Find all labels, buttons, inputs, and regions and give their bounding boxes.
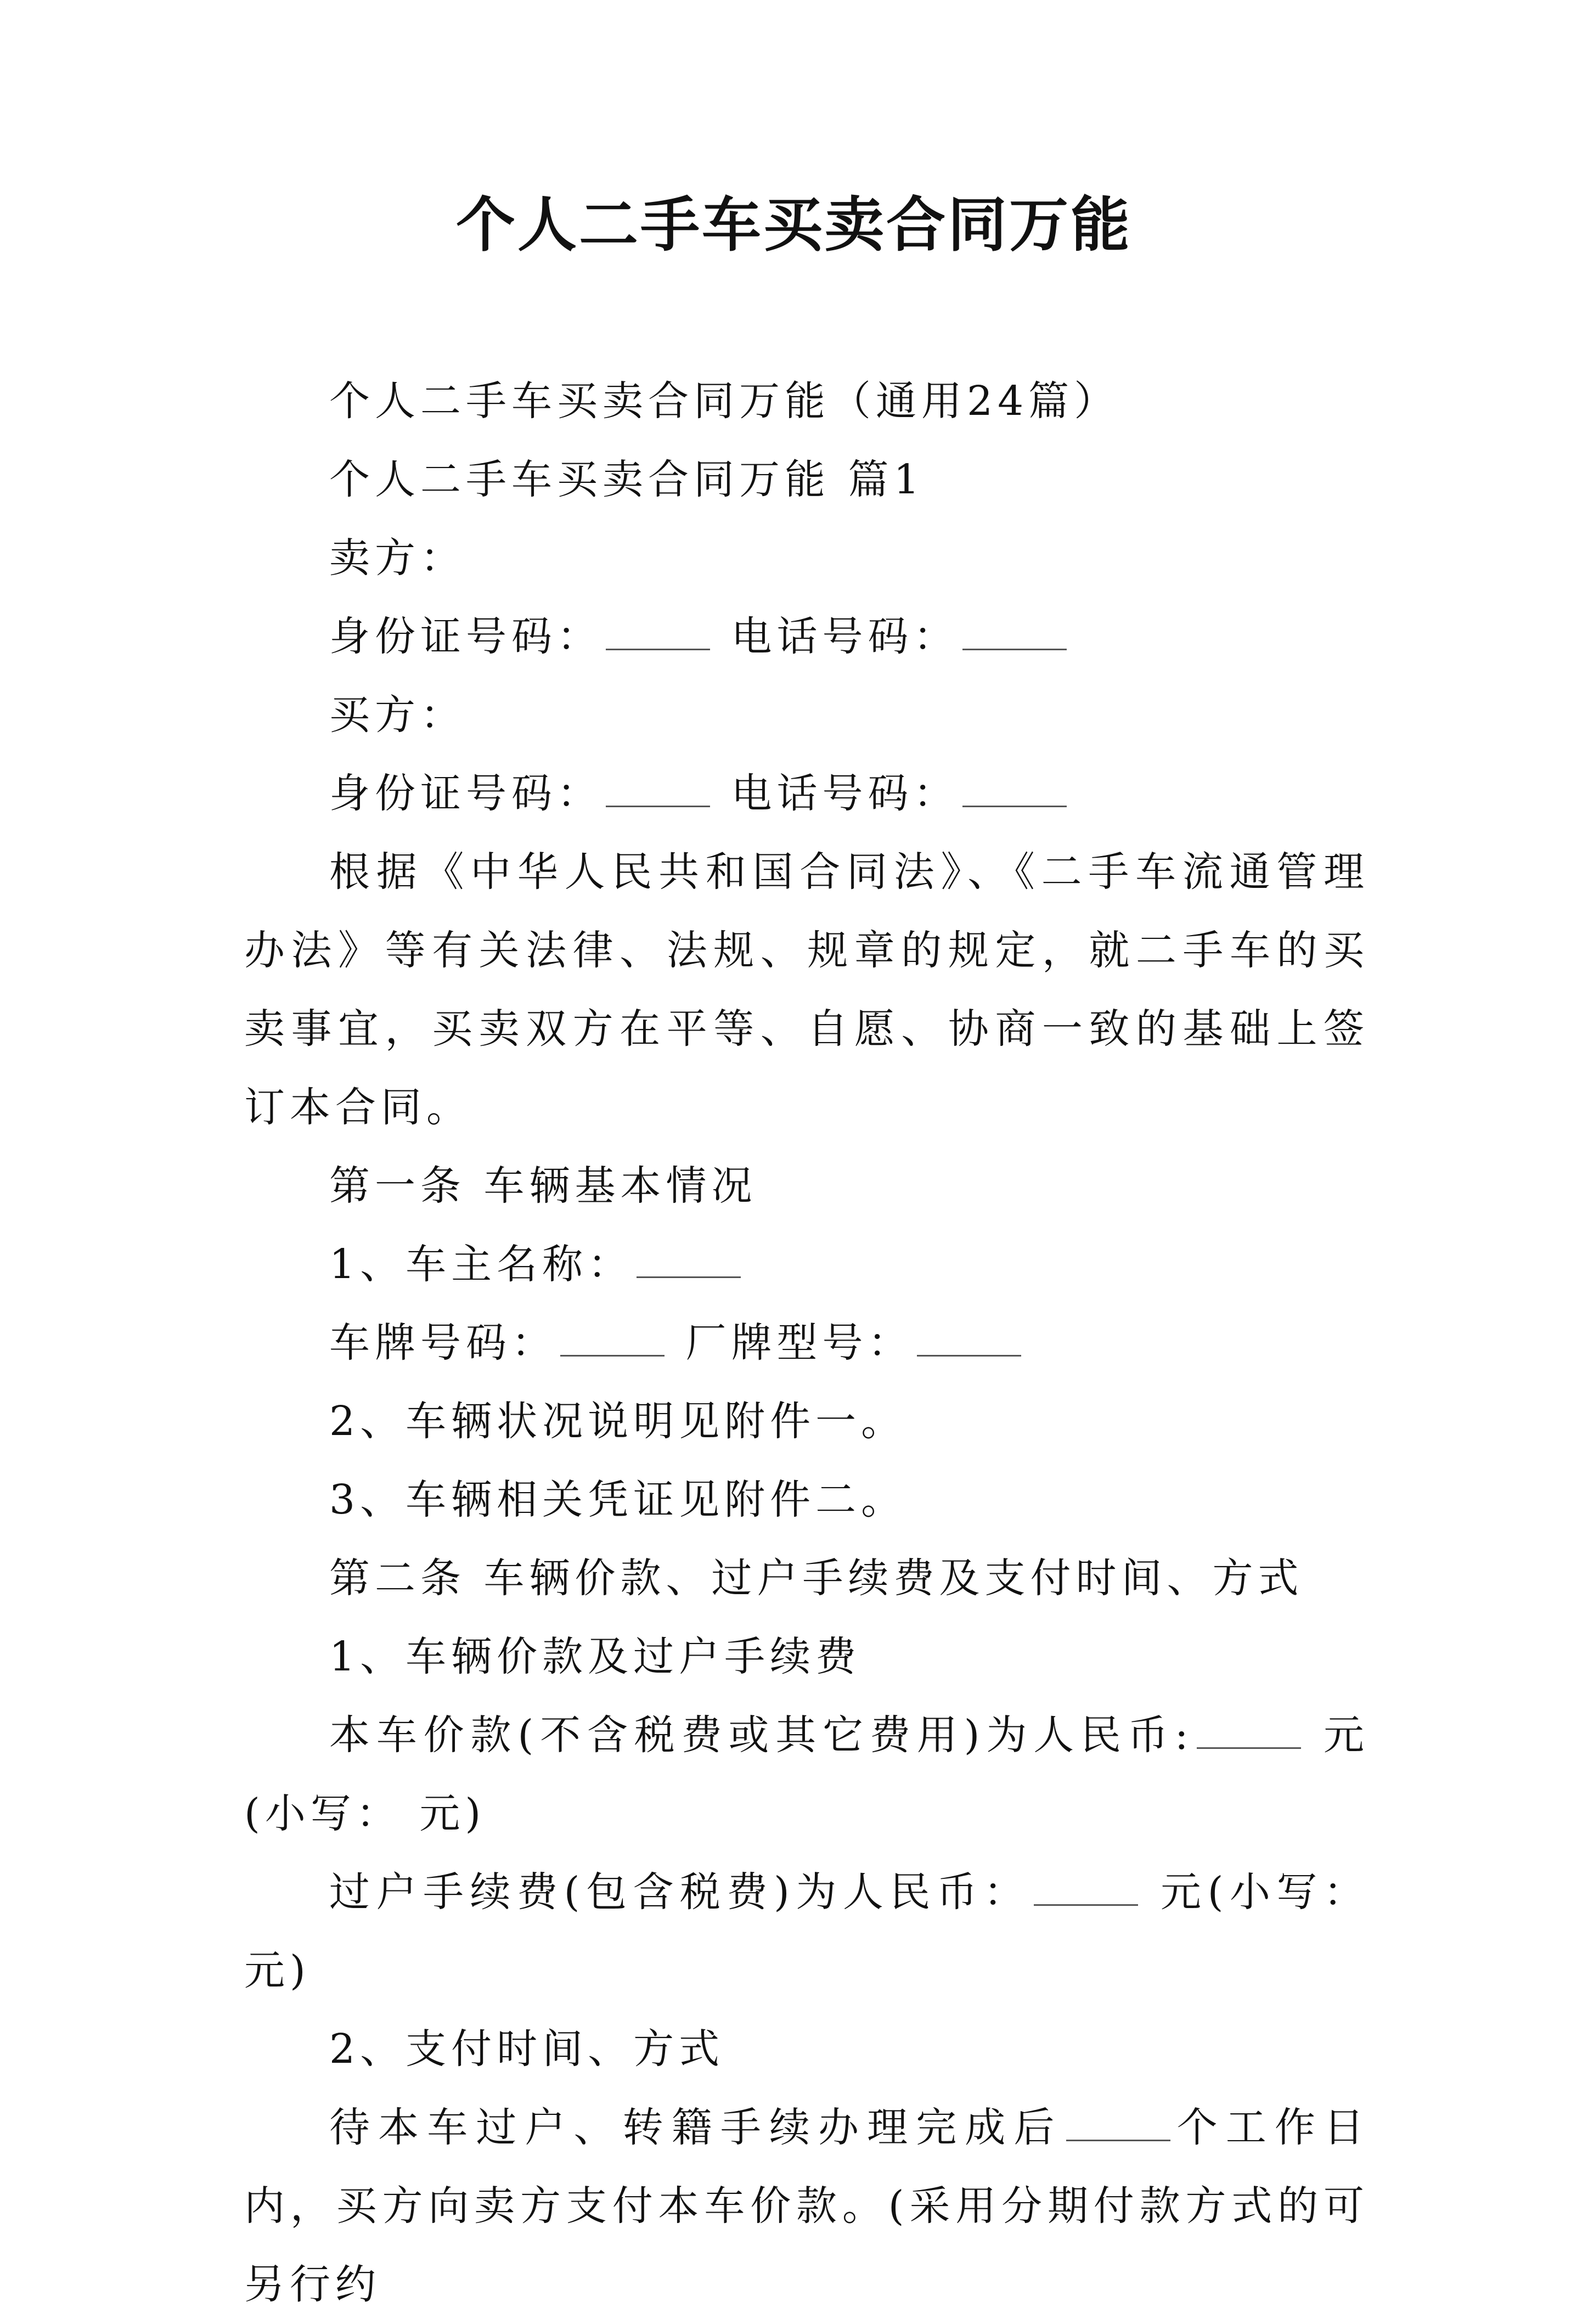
- seller-label-text: 卖方：: [329, 534, 466, 582]
- subtitle-text: 个人二手车买卖合同万能（通用24篇）: [329, 378, 1120, 425]
- seller-id-label: 身份证号码：: [329, 613, 602, 660]
- transfer-fee-label: 过户手续费(包含税费)为人民币：: [329, 1869, 1031, 1916]
- vehicle-documents-line: [244, 1461, 1369, 1539]
- article-two-text: 第二条 车辆价款、过户手续费及支付时间、方式: [329, 1555, 1304, 1602]
- transfer-fee-line: [244, 1853, 1369, 2010]
- workdays-blank: [1066, 2107, 1170, 2141]
- owner-name-label: 1、车主名称：: [329, 1241, 634, 1288]
- buyer-phone-label: 电话号码：: [713, 770, 959, 817]
- article-one-text: 第一条 车辆基本情况: [329, 1162, 757, 1209]
- seller-phone-blank: [962, 616, 1067, 650]
- plate-number-blank: [560, 1322, 665, 1357]
- section-heading: [244, 441, 1369, 519]
- seller-phone-label: 电话号码：: [713, 613, 959, 660]
- buyer-id-phone-line: [244, 755, 1369, 833]
- payment-terms-text-start: 待本车过户、转籍手续办理完成后: [329, 2104, 1063, 2151]
- article-two-heading: [244, 1539, 1369, 1618]
- section-heading-text: 个人二手车买卖合同万能 篇1: [329, 456, 925, 503]
- article-one-heading: [244, 1147, 1369, 1225]
- buyer-label: [244, 676, 1369, 755]
- payment-terms-paragraph: [244, 2089, 1369, 2324]
- legal-basis-paragraph: [244, 833, 1369, 1147]
- vehicle-documents-text: 3、车辆相关凭证见附件二。: [329, 1476, 907, 1523]
- vehicle-price-blank: [1197, 1714, 1301, 1749]
- seller-label: [244, 519, 1369, 598]
- seller-id-phone-line: [244, 598, 1369, 676]
- buyer-phone-blank: [962, 773, 1067, 807]
- buyer-id-blank: [606, 773, 710, 807]
- buyer-label-text: 买方：: [329, 691, 466, 739]
- owner-name-blank: [637, 1243, 741, 1278]
- document-body: [244, 362, 1369, 2324]
- vehicle-price-label: 本车价款(不含税费或其它费用)为人民币:: [329, 1712, 1193, 1759]
- subtitle-paragraph: [244, 362, 1369, 441]
- plate-model-line: [244, 1304, 1369, 1382]
- seller-id-blank: [606, 616, 710, 650]
- transfer-fee-blank: [1034, 1871, 1138, 1906]
- buyer-id-label: 身份证号码：: [329, 770, 602, 817]
- transfer-fee-unit: 元(小写： 元): [244, 1869, 1369, 1994]
- document-title: 个人二手车买卖合同万能: [455, 190, 1132, 260]
- legal-basis-text: 根据《中华人民共和国合同法》、《二手车流通管理办法》等有关法律、法规、规章的规定，就二手车的买卖事宜，买卖双方在平等、自愿、协商一致的基础上签订本合同。: [244, 848, 1369, 1131]
- model-label: 厂牌型号：: [668, 1319, 914, 1366]
- vehicle-condition-line: [244, 1382, 1369, 1461]
- vehicle-price-line: [244, 1696, 1369, 1853]
- price-fee-text: 1、车辆价款及过户手续费: [329, 1633, 861, 1680]
- vehicle-price-unit: 元(小写： 元): [244, 1712, 1370, 1837]
- payment-subheading-text: 2、支付时间、方式: [329, 2025, 725, 2073]
- owner-name-line: [244, 1225, 1369, 1304]
- plate-number-label: 车牌号码：: [329, 1319, 557, 1366]
- vehicle-condition-text: 2、车辆状况说明见附件一。: [329, 1398, 907, 1445]
- price-fee-subheading: [244, 1618, 1369, 1696]
- payment-terms-text-end: 个工作日内，买方向卖方支付本车价款。(采用分期付款方式的可另行约: [244, 2104, 1369, 2308]
- model-blank: [917, 1322, 1021, 1357]
- payment-subheading: [244, 2010, 1369, 2089]
